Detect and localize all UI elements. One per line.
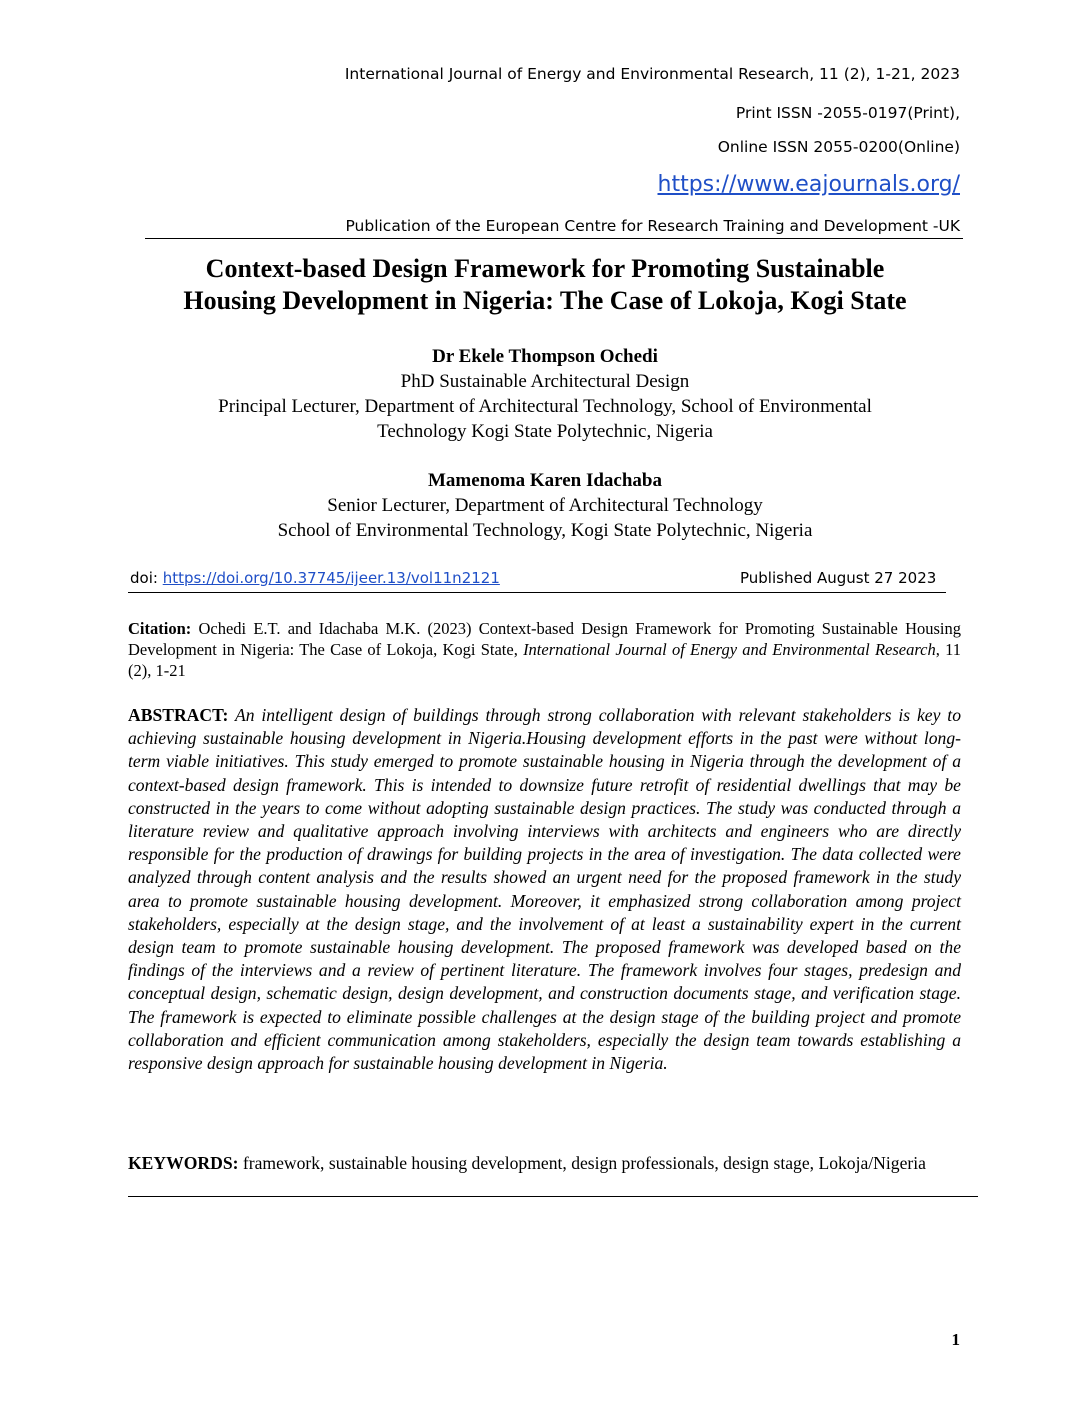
journal-info: International Journal of Energy and Environmental Research, 11 (2), 1-21, 2023	[344, 65, 960, 83]
citation-label: Citation:	[128, 619, 192, 638]
header-divider	[145, 238, 963, 239]
doi-divider	[128, 592, 946, 593]
paper-title-line-2: Housing Development in Nigeria: The Case of Lokoja, Kogi State	[183, 286, 907, 315]
author-name: Dr Ekele Thompson Ochedi	[432, 346, 658, 367]
publisher-line: Publication of the European Centre for Research Training and Development -UK	[345, 217, 960, 235]
keywords-text: framework, sustainable housing development, design professionals, design stage, Lokoja/Nigeria	[238, 1153, 926, 1173]
journal-website-link[interactable]: https://www.eajournals.org/	[657, 172, 960, 197]
author-affiliation-line: PhD Sustainable Architectural Design	[400, 371, 690, 392]
keywords-paragraph	[128, 1152, 961, 1175]
doi-link[interactable]: https://doi.org/10.37745/ijeer.13/vol11n2121	[162, 569, 500, 587]
citation-text: Ochedi E.T. and Idachaba M.K. (2023) Context-based Design Framework for Promoting Sustainable Housing Development in Nigeria: The Case of Lokoja, Kogi State,	[128, 619, 961, 659]
abstract-text: An intelligent design of buildings through strong collaboration with relevant stakeholders is key to achieving sustainable housing development in Nigeria.Housing development efforts in the past were without long-term viable initiatives. This study emerged to promote sustainable housing in Nigeria through the development of a context-based design framework. This is intended to downsize future retrofit of residential dwellings that may be constructed in the years to come without adopting sustainable design practices. The study was conducted through a literature review and qualitative approach involving interviews with architects and engineers who are directly responsible for the production of drawings for building projects in the area of investigation. The data collected were analyzed through content analysis and the results showed an urgent need for the proposed framework in the study area to promote sustainable housing development. Moreover, it emphasized strong collaboration among project stakeholders, especially at the design stage, and the involvement of at least a sustainability expert in the current design team to promote sustainable housing development. The proposed framework was developed based on the findings of the interviews and a review of pertinent literature. The framework involves four stages, predesign and conceptual design, schematic design, design development, and construction documents stage, and verification stage. The framework is expected to eliminate possible challenges at the design stage of the building project and promote collaboration and efficient communication among stakeholders, especially the design team towards establishing a responsive design approach for sustainable housing development in Nigeria.	[128, 705, 961, 1074]
author-block-2	[120, 468, 970, 543]
keywords-divider	[128, 1196, 978, 1197]
citation-issue: , 11 (2), 1-21	[128, 640, 961, 680]
keywords-label: KEYWORDS:	[128, 1153, 239, 1173]
doi-line	[130, 568, 948, 588]
doi-label: doi:	[130, 569, 158, 587]
citation-paragraph	[128, 618, 961, 681]
citation-journal: International Journal of Energy and Environmental Research	[523, 640, 936, 659]
author-block-1	[120, 344, 970, 444]
print-issn: Print ISSN -2055-0197(Print),	[735, 104, 960, 122]
abstract-paragraph	[128, 704, 961, 1075]
author-affiliation-line: School of Environmental Technology, Kogi State Polytechnic, Nigeria	[277, 520, 813, 541]
page-number: 1	[951, 1330, 960, 1349]
paper-title-line-1: Context-based Design Framework for Promoting Sustainable	[205, 254, 885, 283]
author-affiliation-line: Senior Lecturer, Department of Architectural Technology	[327, 495, 763, 516]
author-affiliation-line: Principal Lecturer, Department of Architectural Technology, School of Environmental	[218, 396, 872, 417]
published-date: Published August 27 2023	[740, 569, 937, 587]
author-affiliation-line: Technology Kogi State Polytechnic, Nigeria	[377, 421, 713, 442]
paper-title	[120, 253, 970, 317]
online-issn: Online ISSN 2055-0200(Online)	[717, 138, 960, 156]
abstract-label: ABSTRACT:	[128, 705, 229, 725]
author-name: Mamenoma Karen Idachaba	[428, 470, 662, 491]
